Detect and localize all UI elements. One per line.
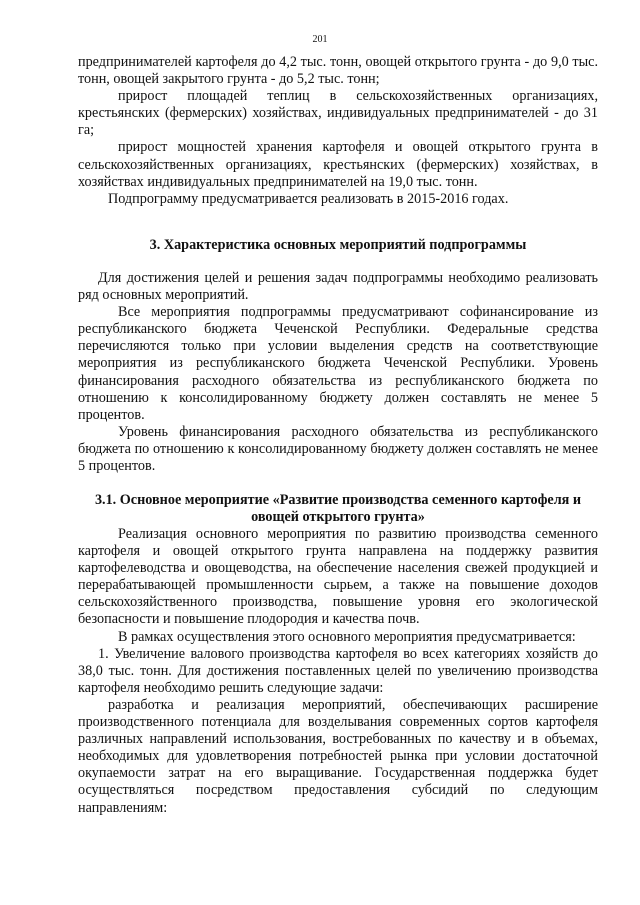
paragraph: В рамках осуществления этого основного мероприятия предусматривается: <box>118 628 576 645</box>
section-3-1-heading: 3.1. Основное мероприятие «Развитие производства семенного картофеля и овощей открытого грунта» <box>94 492 582 526</box>
paragraph: Для достижения целей и решения задач подпрограммы необходимо реализовать ряд основных мероприятий. <box>78 270 598 304</box>
section-3-heading: 3. Характеристика основных мероприятий подпрограммы <box>149 237 527 253</box>
paragraph: Все мероприятия подпрограммы предусматривают софинансирование из республиканского бюджета Чеченской Республики. Федеральные средства перечисляются только при условии выделения средств на соответствующие мероприятия из республиканского бюджета Чеченской Республики. Уровень финансирования расходного обязательства из республиканского бюджета по отношению к консолидированному бюджету должен составлять не менее 5 процентов. <box>78 304 598 423</box>
paragraph: 1. Увеличение валового производства картофеля во всех категориях хозяйств до 38,0 тыс. тонн. Для достижения поставленных целей по увеличению производства картофеля необходимо решить следующие задачи: <box>78 645 598 696</box>
paragraph: прирост площадей теплиц в сельскохозяйственных организациях, крестьянских (фермерских) хозяйствах, индивидуальных предпринимателей - до 31 га; <box>78 88 598 139</box>
page-number: 201 <box>312 34 328 45</box>
paragraph: разработка и реализация мероприятий, обеспечивающих расширение производственного потенциала для возделывания современных сортов картофеля различных направлений использования, востребованных по качеству и в объемах, необходимых для удовлетворения потребностей рынка при условии достаточной окупаемости затрат на его выращивание. Государственная поддержка будет осуществляться посредством предоставления субсидий по следующим направлениям: <box>78 696 598 816</box>
paragraph: прирост мощностей хранения картофеля и овощей открытого грунта в сельскохозяйственных организациях, крестьянских (фермерских) хозяйствах, в хозяйствах индивидуальных предпринимателей на 19,0 тыс. тонн. <box>78 139 598 190</box>
paragraph: Подпрограмму предусматривается реализовать в 2015-2016 годах. <box>108 190 509 207</box>
paragraph: предпринимателей картофеля до 4,2 тыс. тонн, овощей открытого грунта - до 9,0 тыс. тонн, овощей закрытого грунта - до 5,2 тыс. тонн; <box>78 54 598 88</box>
section-3-text <box>78 270 598 475</box>
top-text-block <box>78 54 598 208</box>
paragraph: Уровень финансирования расходного обязательства из республиканского бюджета по отношению к консолидированному бюджету должен составлять не менее 5 процентов. <box>78 423 598 475</box>
paragraph: Реализация основного мероприятия по развитию производства семенного картофеля и овощей открытого грунта направлена на поддержку развития картофелеводства и овощеводства, на обеспечение населения свежей продукцией и перерабатывающей промышленности сырьем, а также на повышение доходов сельскохозяйственного производства, повышение уровня его экологической безопасности и повышение плодородия и качества почв. <box>78 526 598 628</box>
section-3-1-text <box>78 526 598 817</box>
